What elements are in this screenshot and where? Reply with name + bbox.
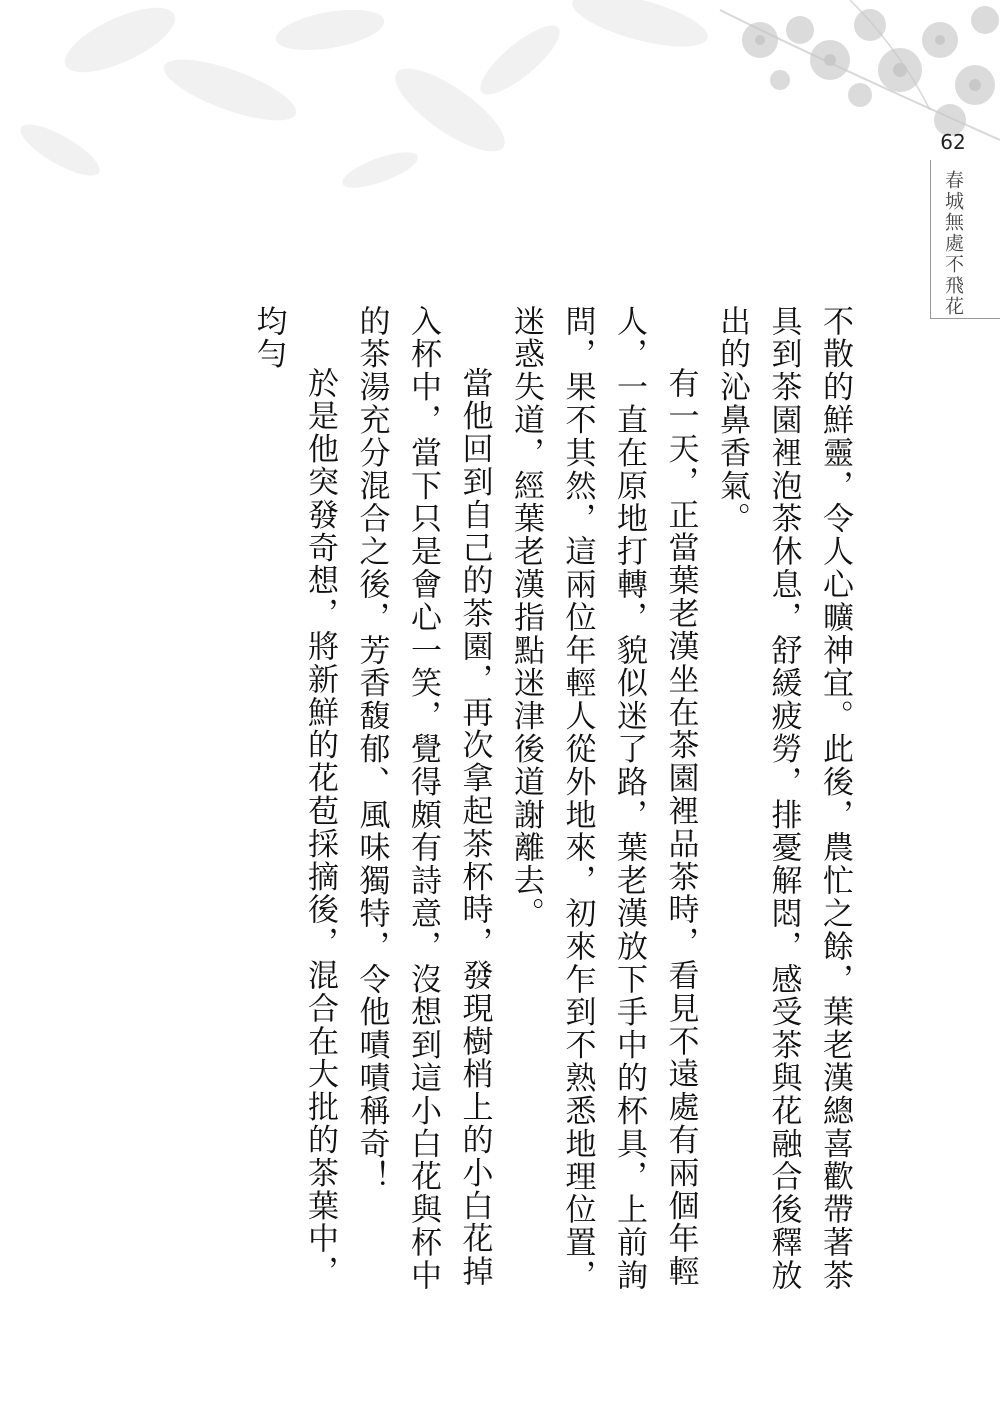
- paragraph-continued: 不散的鮮靈，令人心曠神宜。此後，農忙之餘，葉老漢總喜歡帶著茶具到茶園裡泡茶休息，舒緩疲勞，排憂解悶，感受茶與花融合後釋放出的沁鼻香氣。: [714, 305, 853, 1292]
- floral-watermark-image: [0, 0, 1000, 240]
- paragraph: 於是他突發奇想，將新鮮的花苞採摘後，混合在大批的茶葉中，均勻: [250, 305, 338, 1289]
- paragraph: 有一天，正當葉老漢坐在茶園裡品茶時，看見不遠處有兩個年輕人，一直在原地打轉，貌似迷了路，葉老漢放下手中的杯具，上前詢問，果不其然，這兩位年輕人從外地來，初來乍到不熟悉地理位置，迷惑失道，經葉老漢指點迷津後道謝離去。: [508, 305, 699, 1292]
- vertical-body-text: [160, 305, 860, 1305]
- page-number: 62: [940, 130, 966, 154]
- paragraph: 當他回到自己的茶園，再次拿起茶杯時，發現樹梢上的小白花掉入杯中，當下只是會心一笑，覺得頗有詩意，沒想到這小白花與杯中的茶湯充分混合之後，芳香馥郁、風味獨特，令他嘖嘖稱奇！: [353, 305, 493, 1292]
- running-title-rule-base: [930, 318, 1000, 319]
- running-title-rule: [930, 160, 931, 318]
- running-title: 春城無處不飛花: [942, 170, 964, 317]
